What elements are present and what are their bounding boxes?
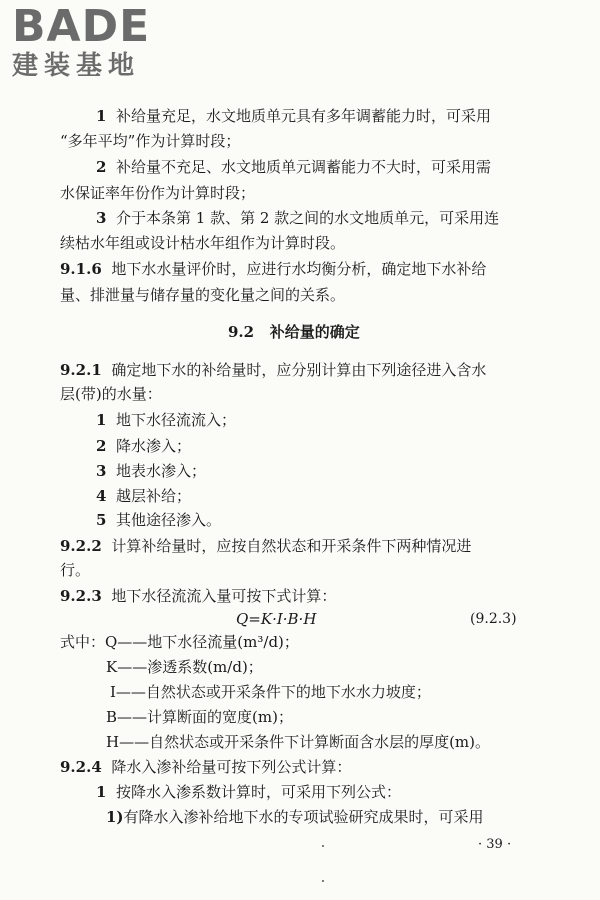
item-number: 1 [96,411,107,429]
clause-text: 降水入渗补给量可按下列公式计算： [111,758,352,776]
equation: Q=K·I·B·H [236,610,317,628]
scan-speck [322,880,324,882]
clause-text: 地下水径流流入量可按下式计算： [111,587,337,605]
bade-logo [12,1,212,82]
symbol-definition: I——自然状态或开采条件下的地下水水力坡度； [110,683,431,701]
list-item [96,510,221,530]
list-item [96,486,191,506]
clause-number: 1 [96,783,107,801]
clause-text: 量、排泄量与储存量的变化量之间的关系。 [60,286,346,304]
clause-number: 9.2.3 [60,587,102,605]
clause-text: “多年平均”作为计算时段； [60,132,241,150]
clause-line [96,106,491,126]
clause-number: 2 [96,158,107,176]
clause-text: 水保证率年份作为计算时段； [60,184,256,202]
clause-text: 续枯水年组或设计枯水年组作为计算时段。 [60,234,346,252]
clause-number: 9.1.6 [60,260,102,278]
clause-line [106,807,484,827]
clause-number: 9.2.2 [60,537,102,555]
item-text: 越层补给； [115,487,191,505]
section-title: 补给量的确定 [269,323,360,341]
item-number: 3 [96,462,107,480]
clause-number: 3 [96,209,107,227]
logo-wordmark: BADE [12,1,151,52]
clause-number: 9.2.4 [60,758,102,776]
text-line [60,285,345,305]
clause-line [60,536,471,556]
section-heading [228,322,360,342]
clause-text: 介于本条第 1 款、第 2 款之间的水文地质单元，可采用连 [115,209,500,227]
clause-line [60,360,486,380]
clause-number: 9.2.1 [60,361,102,379]
text-line [60,560,90,580]
item-text: 降水渗入； [115,437,191,455]
logo-subtitle: 建装基地 [12,51,141,81]
scan-speck [322,845,324,847]
page-number: · 39 · [478,837,512,852]
symbol-definition: H——自然状态或开采条件下计算断面含水层的厚度(m)。 [106,733,491,751]
clause-text: 计算补给量时，应按自然状态和开采条件下两种情况进 [111,537,472,555]
equation-number: (9.2.3) [470,611,517,627]
clause-text: 补给量充足，水文地质单元具有多年调蓄能力时，可采用 [115,107,491,125]
clause-text: 层(带)的水量： [60,385,162,403]
item-text: 地下水径流流入； [115,411,236,429]
text-line [60,233,345,253]
section-number: 9.2 [228,323,255,341]
clause-line [60,259,486,279]
clause-line [96,208,499,228]
clause-text: 地下水水量评价时，应进行水均衡分析，确定地下水补给 [111,260,487,278]
item-number: 4 [96,487,107,505]
clause-line [60,586,336,606]
clause-line [96,157,491,177]
item-text: 地表水渗入； [115,462,206,480]
text-line [60,384,162,404]
clause-number: 1 [96,107,107,125]
clause-line [96,782,401,802]
clause-number: 1) [106,808,124,826]
clause-text: 补给量不充足、水文地质单元调蓄能力不大时，可采用需 [115,158,491,176]
item-number: 2 [96,437,107,455]
text-line [60,131,240,151]
clause-text: 按降水入渗系数计算时，可采用下列公式： [115,783,401,801]
item-number: 5 [96,511,107,529]
text-line [60,183,255,203]
clause-text: 有降水入渗补给地下水的专项试验研究成果时，可采用 [123,808,484,826]
symbol-definition: K——渗透系数(m/d)； [106,658,263,676]
list-item [96,410,236,430]
clause-text: 确定地下水的补给量时，应分别计算由下列途径进入含水 [111,361,487,379]
list-item [96,436,191,456]
clause-text: 行。 [60,561,91,579]
symbol-definition: B——计算断面的宽度(m)； [106,708,293,726]
list-item [96,461,206,481]
clause-line [60,757,351,777]
symbol-definition: 式中：Q——地下水径流量(m³/d)； [60,633,299,651]
item-text: 其他途径渗入。 [115,511,221,529]
